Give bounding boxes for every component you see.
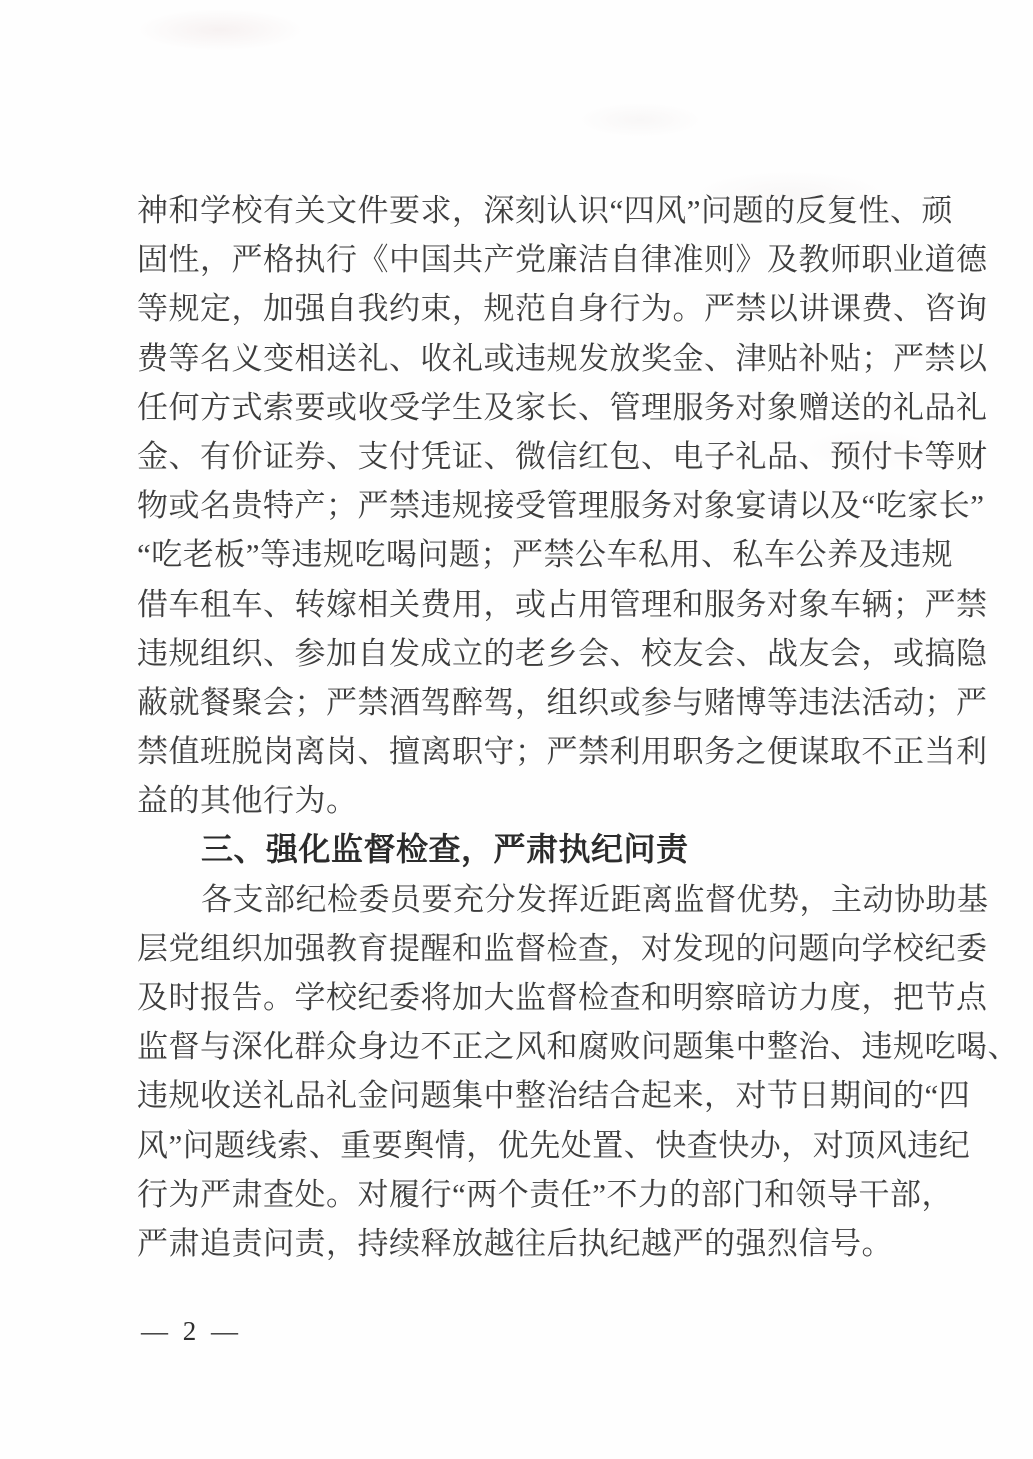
text-line: 行为严肃查处。对履行“两个责任”不力的部门和领导干部， (137, 1176, 954, 1212)
text-line: 禁值班脱岗离岗、擅离职守；严禁利用职务之便谋取不正当利 (137, 734, 988, 770)
text-line: 费等名义变相送礼、收礼或违规发放奖金、津贴补贴；严禁以 (137, 340, 988, 376)
text-line: “吃老板”等违规吃喝问题；严禁公车私用、私车公养及违规 (137, 537, 954, 573)
page-number: — 2 — (141, 1316, 242, 1346)
text-line: 蔽就餐聚会；严禁酒驾醉驾，组织或参与赌博等违法活动；严 (137, 684, 988, 720)
text-line: 严肃追责问责，持续释放越往后执纪越严的强烈信号。 (137, 1225, 893, 1261)
text-line: 违规收送礼品礼金问题集中整治结合起来，对节日期间的“四 (137, 1078, 971, 1114)
text-line: 借车租车、转嫁相关费用，或占用管理和服务对象车辆；严禁 (137, 586, 988, 622)
document-text-block (137, 186, 1019, 1268)
text-line: 任何方式索要或收受学生及家长、管理服务对象赠送的礼品礼 (137, 389, 988, 425)
text-line: 及时报告。学校纪委将加大监督检查和明察暗访力度，把节点 (137, 980, 988, 1015)
text-line: 风”问题线索、重要舆情，优先处置、快查快办，对顶风违纪 (137, 1127, 971, 1163)
text-line: 固性，严格执行《中国共产党廉洁自律准则》及教师职业道德 (137, 242, 988, 278)
section-heading: 三、强化监督检查，严肃执纪问责 (201, 831, 689, 868)
text-line: 层党组织加强教育提醒和监督检查，对发现的问题向学校纪委 (137, 930, 988, 966)
text-line: 等规定，加强自我约束，规范自身行为。严禁以讲课费、咨询 (137, 291, 988, 327)
text-line: 神和学校有关文件要求，深刻认识“四风”问题的反复性、顽 (137, 193, 954, 228)
text-line: 监督与深化群众身边不正之风和腐败问题集中整治、违规吃喝、 (137, 1029, 1019, 1065)
text-line: 金、有价证券、支付凭证、微信红包、电子礼品、预付卡等财 (137, 438, 988, 474)
text-line: 益的其他行为。 (137, 783, 358, 819)
text-line: 物或名贵特产；严禁违规接受管理服务对象宴请以及“吃家长” (137, 488, 985, 524)
text-line: 违规组织、参加自发成立的老乡会、校友会、战友会，或搞隐 (137, 635, 988, 671)
text-line: 各支部纪检委员要充分发挥近距离监督优势，主动协助基 (201, 881, 989, 917)
